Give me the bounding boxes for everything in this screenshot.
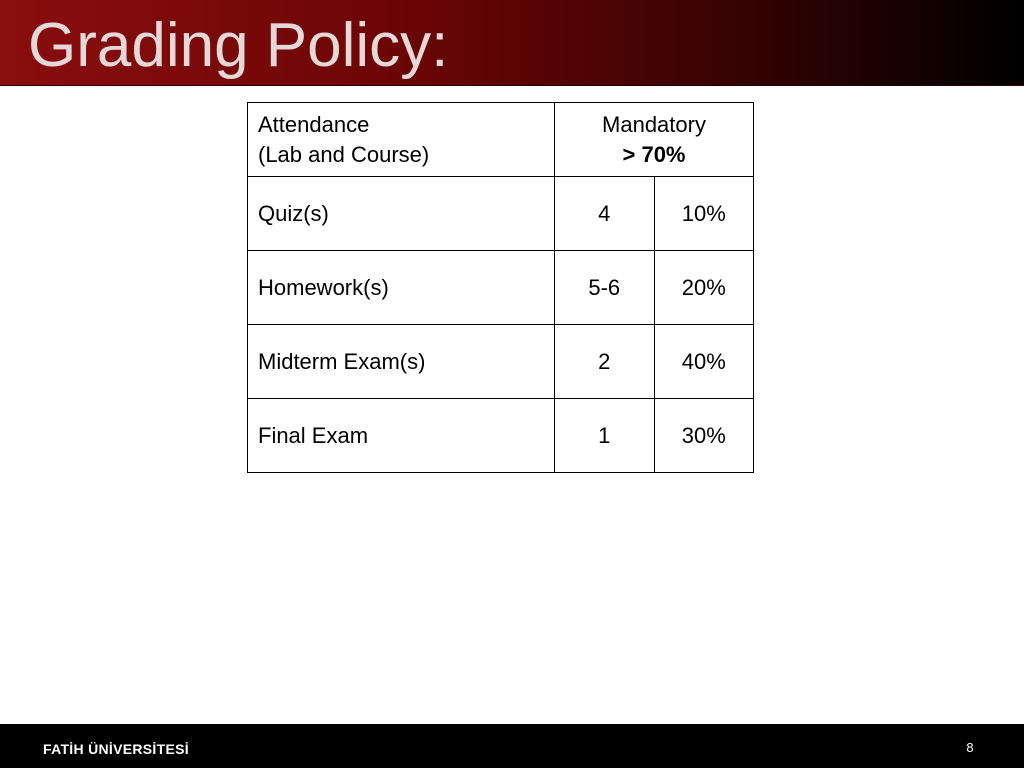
- table-row: [248, 399, 754, 473]
- attendance-requirement: Mandatory: [602, 111, 706, 137]
- slide-title: Grading Policy:: [28, 11, 449, 80]
- count-cell: 5-6: [555, 251, 655, 325]
- weight-cell: 40%: [654, 325, 754, 399]
- count-cell: 1: [555, 399, 655, 473]
- attendance-sublabel: (Lab and Course): [258, 141, 430, 167]
- table-row: [248, 325, 754, 399]
- grading-table: [247, 102, 754, 473]
- page-number: 8: [966, 740, 974, 755]
- count-cell: 2: [555, 325, 655, 399]
- title-bar: [0, 0, 1024, 86]
- table-row: [248, 251, 754, 325]
- item-cell: Midterm Exam(s): [248, 325, 555, 399]
- footer-bar: [0, 724, 1024, 768]
- weight-cell: 30%: [654, 399, 754, 473]
- weight-cell: 10%: [654, 177, 754, 251]
- attendance-value-cell: [555, 103, 754, 177]
- weight-cell: 20%: [654, 251, 754, 325]
- count-cell: 4: [555, 177, 655, 251]
- item-cell: Final Exam: [248, 399, 555, 473]
- table-row-attendance: [248, 103, 754, 177]
- attendance-label: Attendance: [258, 111, 370, 137]
- item-cell: Homework(s): [248, 251, 555, 325]
- attendance-label-cell: [248, 103, 555, 177]
- institution-name: FATİH ÜNİVERSİTESİ: [43, 741, 189, 757]
- attendance-threshold: > 70%: [622, 141, 686, 167]
- item-cell: Quiz(s): [248, 177, 555, 251]
- table-row: [248, 177, 754, 251]
